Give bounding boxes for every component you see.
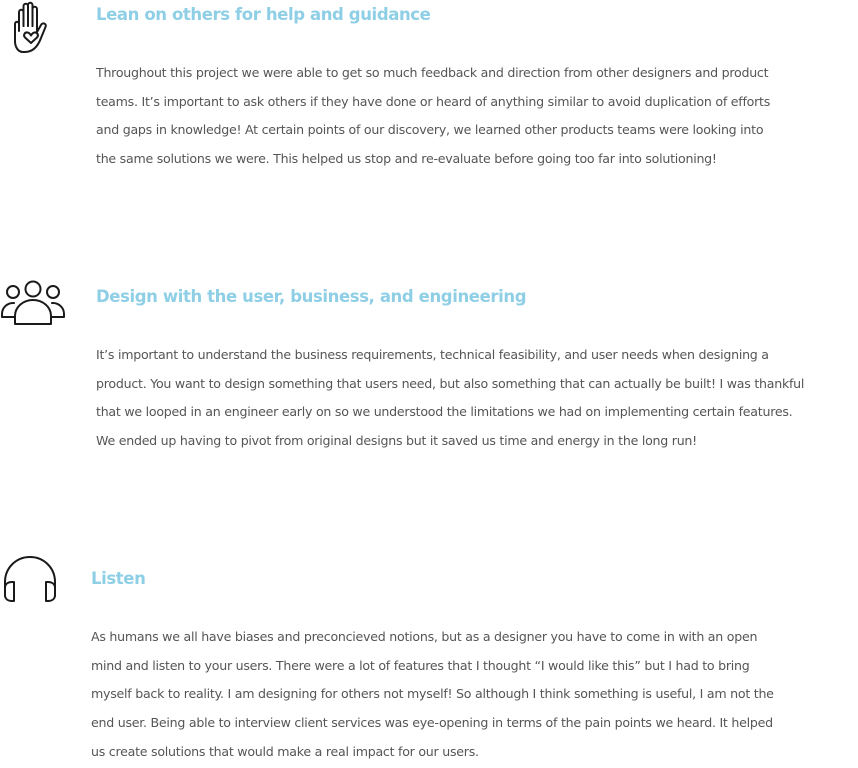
body-line: us create solutions that would make a real impact for our users.	[91, 743, 479, 759]
body-line: We ended up having to pivot from original designs but it saved us time and energy in the long run!	[96, 433, 697, 449]
users-group-icon	[1, 280, 65, 326]
section-body	[96, 59, 770, 174]
body-line: It’s important to understand the business requirements, technical feasibility, and user needs when designing a	[96, 347, 769, 362]
section-heading: Listen	[91, 569, 146, 588]
section-heading: Lean on others for help and guidance	[96, 5, 431, 24]
body-line: and gaps in knowledge! At certain points of our discovery, we learned other products teams were looking into	[96, 122, 764, 138]
body-line: the same solutions we were. This helped us stop and re-evaluate before going too far into solutioning!	[96, 151, 717, 167]
section-body	[91, 623, 774, 767]
body-line: teams. It’s important to ask others if they have done or heard of anything similar to avoid duplication of efforts	[96, 93, 771, 109]
hand-heart-icon	[9, 1, 57, 55]
body-line: end user. Being able to interview client services was eye-opening in terms of the pain points we heard. It helped	[91, 715, 773, 731]
body-line: product. You want to design something that users need, but also something that can actually be built! I was thankful	[96, 375, 805, 391]
section-body	[96, 341, 804, 456]
body-line: Throughout this project we were able to get so much feedback and direction from other designers and product	[96, 65, 769, 80]
section-heading: Design with the user, business, and engineering	[96, 287, 527, 306]
headphones-icon	[3, 556, 57, 603]
body-line: myself back to reality. I am designing for others not myself! So although I think something is useful, I am not the	[91, 686, 774, 702]
body-line: mind and listen to your users. There were a lot of features that I thought “I would like this” but I had to bring	[91, 657, 750, 673]
body-line: that we looped in an engineer early on so we understood the limitations we had on implementing certain features.	[96, 404, 793, 420]
body-line: As humans we all have biases and preconcieved notions, but as a designer you have to come in with an open	[91, 629, 758, 644]
